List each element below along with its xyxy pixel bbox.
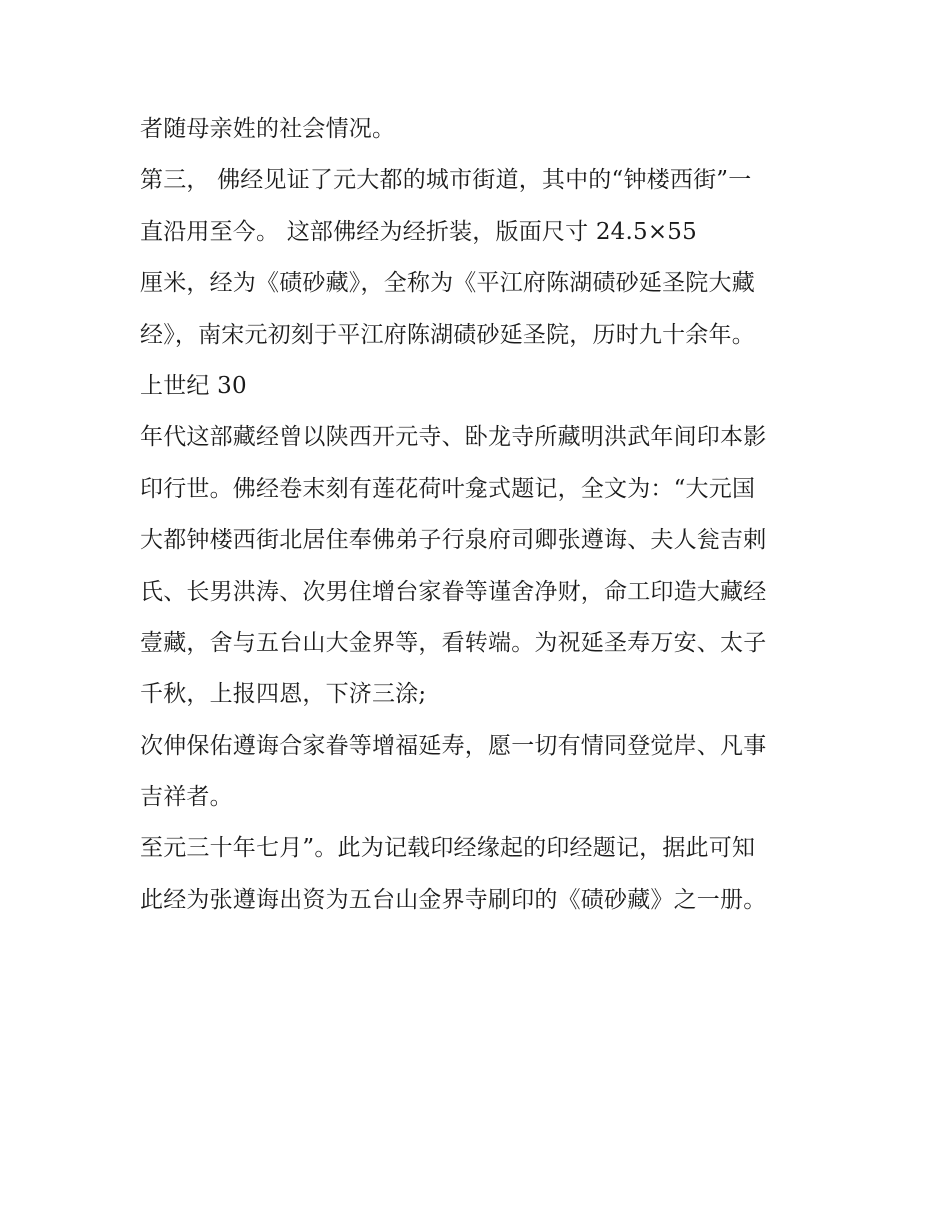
- text-line: 印行世。佛经卷末刻有莲花荷叶龛式题记，全文为：“大元国: [140, 475, 756, 502]
- text-line: 氏、长男洪涛、次男住增台家眷等谨舍净财，命工印造大藏经: [140, 578, 767, 605]
- text-line: 厘米，经为《碛砂藏》，全称为《平江府陈湖碛砂延圣院大藏: [140, 270, 755, 297]
- text-line: 壹藏，舍与五台山大金界等，看转端。为祝延圣寿万安、太子: [140, 629, 767, 656]
- text-line: 第三， 佛经见证了元大都的城市街道，其中的“钟楼西街”一: [140, 167, 752, 194]
- text-line: 上世纪 30: [140, 372, 247, 399]
- text-line: 吉祥者。: [140, 784, 233, 811]
- text-line: 年代这部藏经曾以陕西开元寺、卧龙寺所藏明洪武年间印本影: [140, 424, 767, 451]
- text-line: 至元三十年七月”。此为记载印经缘起的印经题记，据此可知: [140, 835, 756, 862]
- text-line: 者随母亲姓的社会情况。: [140, 116, 396, 142]
- text-line: 此经为张遵诲出资为五台山金界寺刷印的《碛砂藏》之一册。: [140, 886, 767, 913]
- text-line: 大都钟楼西街北居住奉佛弟子行泉府司卿张遵诲、夫人瓮吉剌: [140, 527, 767, 554]
- text-line: 直沿用至今。 这部佛经为经折装，版面尺寸 24.5×55: [140, 218, 697, 245]
- body-text: [140, 104, 830, 926]
- text-line: 经》，南宋元初刻于平江府陈湖碛砂延圣院，历时九十余年。: [140, 321, 755, 348]
- text-line: 次伸保佑遵诲合家眷等增福延寿，愿一切有情同登觉岸、凡事: [140, 732, 767, 759]
- text-line: 千秋，上报四恩，下济三涂;: [140, 681, 427, 708]
